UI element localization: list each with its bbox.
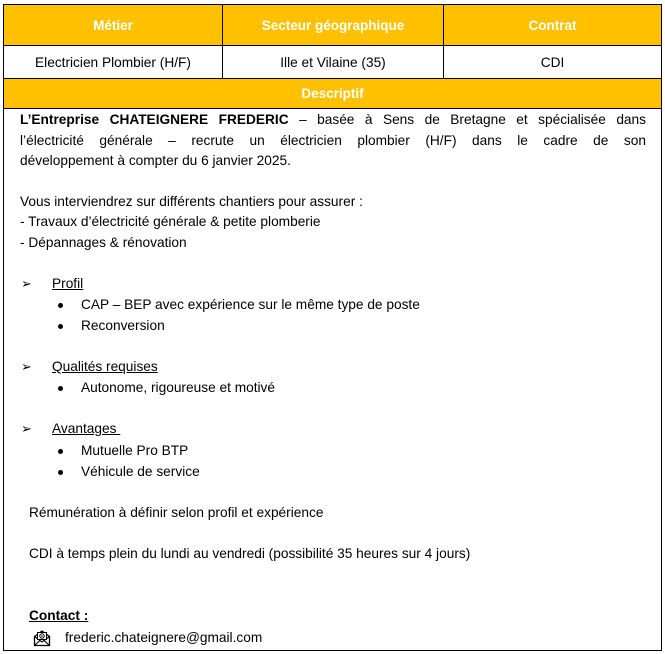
company-name: L’Entreprise CHATEIGNERE FREDERIC <box>20 112 289 127</box>
header-contrat: Contrat <box>444 5 661 45</box>
schedule-text: CDI à temps plein du lundi au vendredi (possibilité 35 heures sur 4 jours) <box>29 546 471 561</box>
value-secteur: Ille et Vilaine (35) <box>280 54 386 70</box>
profil-item: CAP – BEP avec expérience sur le même type de poste <box>81 297 420 312</box>
value-contrat: CDI <box>540 54 565 70</box>
bullet-icon <box>58 324 63 329</box>
arrow-bullet-icon: ➢ <box>21 359 32 374</box>
section-title-qualites: Qualités requises <box>52 359 158 374</box>
missions-lead: Vous interviendrez sur différents chantiers pour assurer : <box>20 194 363 209</box>
intro-line-1-rest: – basée à Sens de Bretagne et spécialisée dans <box>299 112 646 127</box>
intro-line-1 <box>20 111 646 129</box>
mission-item: - Dépannages & rénovation <box>20 235 187 250</box>
column-divider <box>443 4 444 78</box>
bullet-icon <box>58 386 63 391</box>
avantages-item: Mutuelle Pro BTP <box>81 443 189 458</box>
header-descriptif: Descriptif <box>4 79 661 108</box>
section-title-avantages: Avantages <box>52 421 121 436</box>
mail-icon <box>33 629 51 647</box>
section-title-profil: Profil <box>52 276 84 291</box>
arrow-bullet-icon: ➢ <box>21 421 32 436</box>
mission-item: - Travaux d’électricité générale & petite plomberie <box>20 214 321 229</box>
contact-label: Contact : <box>29 608 89 623</box>
header-secteur: Secteur géographique <box>223 5 443 45</box>
header-metier: Métier <box>4 5 222 45</box>
column-divider <box>222 4 223 78</box>
bullet-icon <box>58 303 63 308</box>
intro-line-2: l’électricité générale – recrute un électricien plombier (H/F) dans le cadre de son <box>20 133 646 148</box>
bullet-icon <box>58 470 63 475</box>
profil-item: Reconversion <box>81 318 165 333</box>
row-divider <box>3 78 662 79</box>
intro-line-3: développement à compter du 6 janvier 2025. <box>20 153 291 168</box>
qualites-item: Autonome, rigoureuse et motivé <box>81 380 276 395</box>
bullet-icon <box>58 449 63 454</box>
value-metier: Electricien Plombier (H/F) <box>35 54 191 70</box>
remuneration-text: Rémunération à définir selon profil et expérience <box>29 505 324 520</box>
avantages-item: Véhicule de service <box>81 464 200 479</box>
contact-email-link[interactable]: frederic.chateignere@gmail.com <box>65 630 263 645</box>
arrow-bullet-icon: ➢ <box>21 276 32 291</box>
row-divider <box>3 108 662 109</box>
row-divider <box>3 45 662 46</box>
